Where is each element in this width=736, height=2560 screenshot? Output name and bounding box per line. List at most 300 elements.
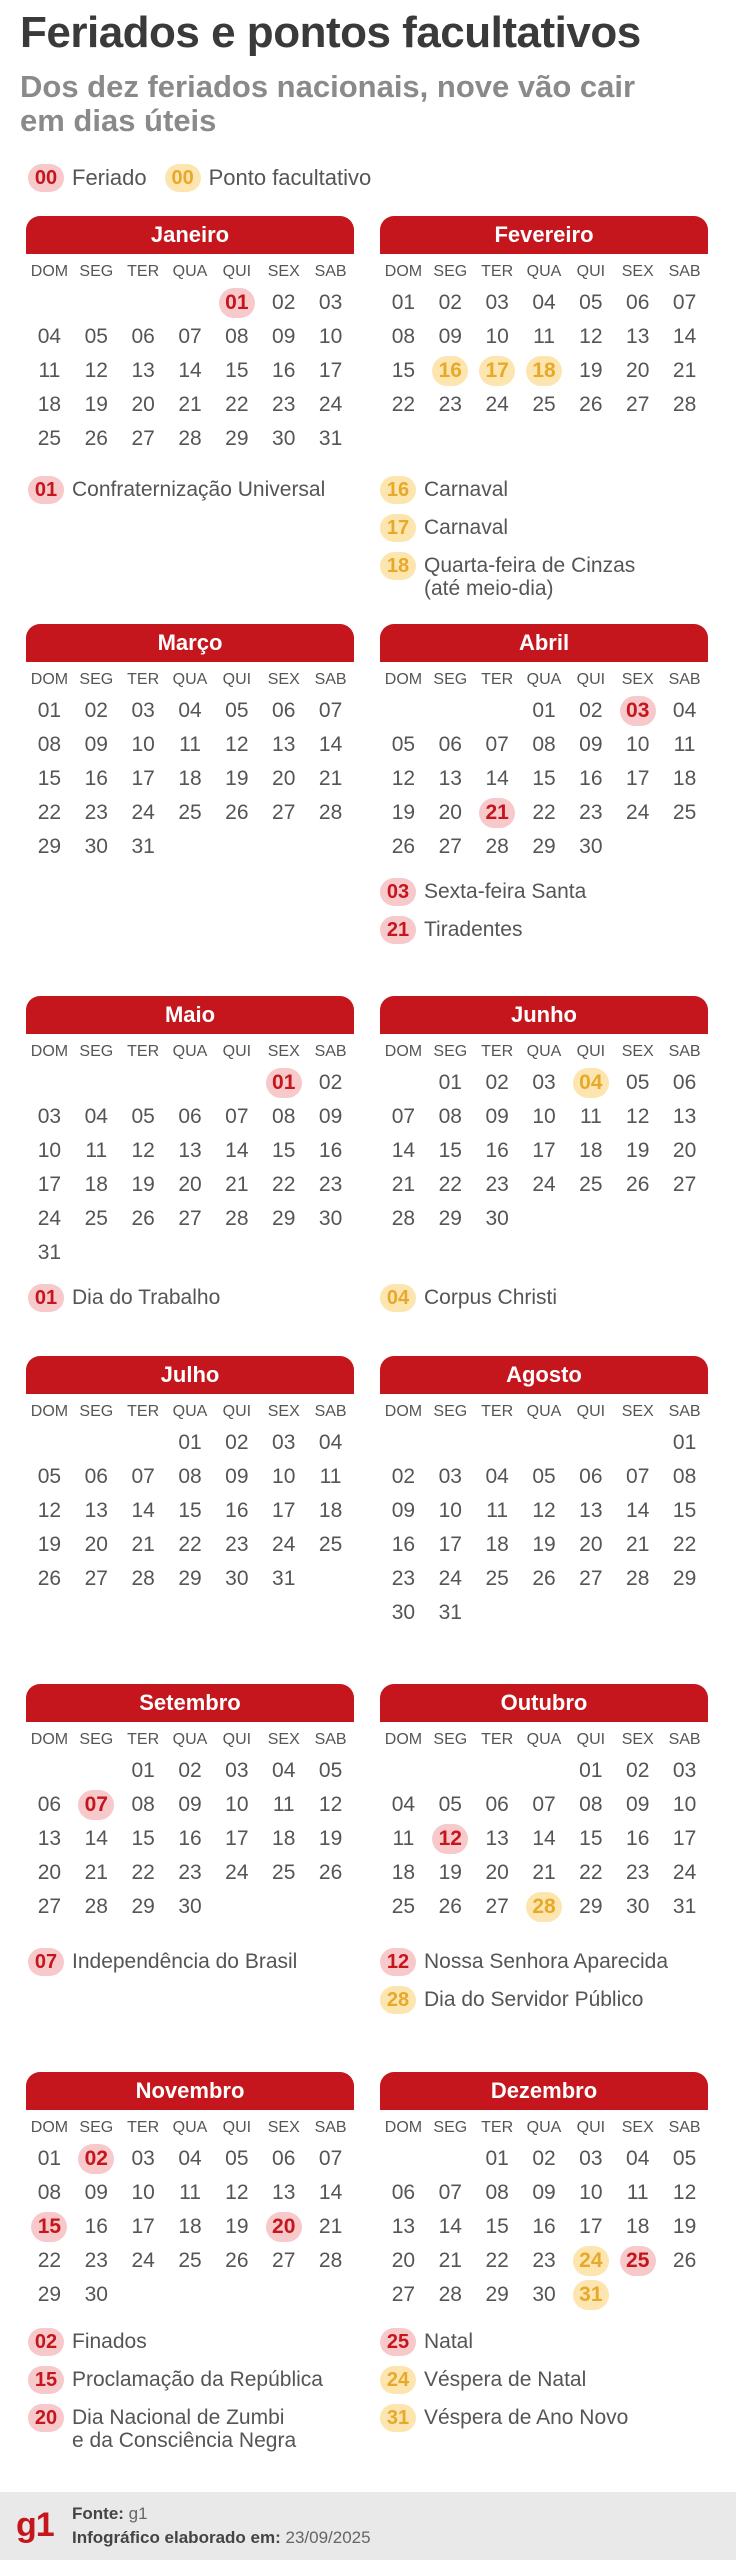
day-cell bbox=[120, 832, 167, 862]
day-cell bbox=[73, 390, 120, 420]
weekday-label: QUI bbox=[576, 263, 606, 280]
weekday-label: QUA bbox=[172, 1403, 208, 1420]
holiday-name: Finados bbox=[72, 2330, 147, 2353]
day-cell bbox=[567, 1892, 614, 1922]
optional-badge: 18 bbox=[380, 552, 416, 580]
day-number: 10 bbox=[318, 325, 343, 348]
day-number: 02 bbox=[272, 291, 296, 314]
weekday-label: SEX bbox=[267, 263, 300, 280]
day-number: 14 bbox=[131, 1499, 155, 1522]
weekday-label: QUA bbox=[526, 671, 562, 688]
day-number: 09 bbox=[485, 1105, 509, 1128]
holiday-notes-maio bbox=[28, 1286, 368, 1324]
day-number: 08 bbox=[438, 1105, 462, 1128]
day-number: 03 bbox=[225, 1759, 249, 1782]
day-cell bbox=[427, 390, 474, 420]
day-cell bbox=[26, 1462, 73, 1492]
day-cell bbox=[614, 1068, 661, 1098]
day-number: 22 bbox=[272, 1173, 296, 1196]
week-row bbox=[26, 388, 354, 422]
week-row bbox=[380, 2142, 708, 2176]
day-number: 22 bbox=[532, 801, 556, 824]
day-cell bbox=[73, 1564, 120, 1594]
day-cell bbox=[167, 2144, 214, 2174]
day-number: 23 bbox=[318, 1173, 343, 1196]
holiday-note bbox=[380, 1286, 720, 1312]
holiday-day: 21 bbox=[479, 798, 515, 828]
day-cell bbox=[73, 1858, 120, 1888]
day-cell bbox=[307, 2212, 354, 2242]
day-cell bbox=[614, 1564, 661, 1594]
day-number: 08 bbox=[37, 733, 62, 756]
day-cell bbox=[73, 764, 120, 794]
day-cell bbox=[260, 1564, 307, 1594]
day-number: 23 bbox=[225, 1533, 249, 1556]
month-setembro bbox=[26, 1684, 354, 1924]
day-number: 22 bbox=[485, 2249, 509, 2272]
day-cell bbox=[567, 1564, 614, 1594]
holiday-note bbox=[28, 1950, 368, 1976]
weekday-label: QUA bbox=[172, 1043, 208, 1060]
day-cell bbox=[167, 1102, 214, 1132]
day-cell bbox=[427, 1102, 474, 1132]
day-cell bbox=[260, 288, 307, 318]
day-number: 09 bbox=[626, 1793, 650, 1816]
day-number: 04 bbox=[37, 325, 62, 348]
week-row bbox=[26, 1856, 354, 1890]
day-cell bbox=[213, 1170, 260, 1200]
day-number: 27 bbox=[672, 1173, 697, 1196]
day-number: 26 bbox=[84, 427, 108, 450]
day-cell bbox=[213, 356, 260, 386]
day-number: 24 bbox=[37, 1207, 62, 1230]
weekday-label: DOM bbox=[30, 1043, 69, 1060]
weekday-label: QUA bbox=[172, 2119, 208, 2136]
day-cell bbox=[474, 2246, 521, 2276]
day-grid bbox=[380, 2142, 708, 2312]
day-number: 08 bbox=[579, 1793, 603, 1816]
holiday-name: Dia do Trabalho bbox=[72, 1286, 221, 1309]
week-row bbox=[380, 1788, 708, 1822]
day-cell bbox=[567, 2144, 614, 2174]
day-number: 29 bbox=[579, 1895, 603, 1918]
day-cell bbox=[260, 2212, 307, 2242]
day-number: 20 bbox=[438, 801, 462, 824]
optional-day: 17 bbox=[479, 356, 515, 386]
holiday-note bbox=[380, 2368, 720, 2394]
day-number: 01 bbox=[37, 699, 62, 722]
week-row bbox=[26, 1066, 354, 1100]
day-cell bbox=[427, 1530, 474, 1560]
day-cell bbox=[567, 832, 614, 862]
weekday-label: SEX bbox=[621, 1403, 654, 1420]
day-cell bbox=[213, 798, 260, 828]
day-number: 09 bbox=[84, 733, 108, 756]
day-number: 02 bbox=[318, 1071, 343, 1094]
legend bbox=[28, 160, 389, 196]
weekday-label: QUI bbox=[576, 671, 606, 688]
day-cell bbox=[661, 322, 708, 352]
day-number: 18 bbox=[318, 1499, 343, 1522]
day-cell bbox=[614, 730, 661, 760]
day-number: 16 bbox=[225, 1499, 249, 1522]
day-number: 12 bbox=[391, 767, 416, 790]
day-number: 28 bbox=[225, 1207, 249, 1230]
day-cell bbox=[474, 356, 521, 386]
day-cell bbox=[474, 1204, 521, 1234]
day-cell bbox=[73, 1136, 120, 1166]
day-number: 05 bbox=[672, 2147, 697, 2170]
day-number: 19 bbox=[318, 1827, 343, 1850]
day-number: 17 bbox=[225, 1827, 249, 1850]
day-cell bbox=[474, 1462, 521, 1492]
day-cell bbox=[260, 390, 307, 420]
day-number: 22 bbox=[672, 1533, 697, 1556]
day-number: 01 bbox=[391, 291, 416, 314]
day-number: 30 bbox=[84, 835, 108, 858]
day-number: 10 bbox=[37, 1139, 62, 1162]
day-number: 30 bbox=[225, 1567, 249, 1590]
day-cell bbox=[661, 1756, 708, 1786]
day-cell bbox=[427, 2280, 474, 2310]
day-cell bbox=[380, 288, 427, 318]
day-number: 08 bbox=[37, 2181, 62, 2204]
weekday-label: QUA bbox=[526, 2119, 562, 2136]
day-cell bbox=[427, 2212, 474, 2242]
day-number: 05 bbox=[225, 699, 249, 722]
day-cell bbox=[73, 798, 120, 828]
day-number: 17 bbox=[672, 1827, 697, 1850]
month-header: Fevereiro bbox=[380, 216, 708, 254]
day-cell bbox=[213, 1136, 260, 1166]
day-cell bbox=[307, 2144, 354, 2174]
weekday-label: SEX bbox=[621, 1731, 654, 1748]
day-cell bbox=[213, 322, 260, 352]
day-number: 22 bbox=[37, 801, 62, 824]
day-cell bbox=[307, 2246, 354, 2276]
day-cell bbox=[661, 1136, 708, 1166]
day-number: 10 bbox=[438, 1499, 462, 1522]
day-number: 02 bbox=[532, 2147, 556, 2170]
day-number: 25 bbox=[37, 427, 62, 450]
day-cell bbox=[521, 288, 568, 318]
day-number: 02 bbox=[225, 1431, 249, 1454]
footer bbox=[0, 2492, 736, 2560]
day-cell bbox=[380, 390, 427, 420]
weekday-label: SEX bbox=[267, 1731, 300, 1748]
weekday-label: QUI bbox=[222, 1731, 252, 1748]
day-number: 26 bbox=[391, 835, 416, 858]
weekday-label: QUI bbox=[222, 2119, 252, 2136]
day-cell bbox=[661, 1496, 708, 1526]
day-number: 29 bbox=[485, 2283, 509, 2306]
day-cell bbox=[567, 2246, 614, 2276]
day-number: 25 bbox=[178, 801, 202, 824]
day-cell bbox=[307, 730, 354, 760]
day-cell bbox=[427, 1892, 474, 1922]
day-number: 23 bbox=[438, 393, 462, 416]
week-row bbox=[380, 2244, 708, 2278]
day-number: 16 bbox=[579, 767, 603, 790]
day-number: 15 bbox=[579, 1827, 603, 1850]
day-cell bbox=[167, 696, 214, 726]
day-number: 11 bbox=[179, 2181, 201, 2204]
day-number: 16 bbox=[485, 1139, 509, 1162]
day-number: 25 bbox=[579, 1173, 603, 1196]
week-row bbox=[380, 1494, 708, 1528]
day-cell bbox=[213, 1790, 260, 1820]
day-number: 20 bbox=[579, 1533, 603, 1556]
day-cell bbox=[120, 2246, 167, 2276]
weekday-label: DOM bbox=[30, 2119, 69, 2136]
day-cell bbox=[26, 356, 73, 386]
week-row bbox=[26, 1822, 354, 1856]
month-abril bbox=[380, 624, 708, 864]
day-cell bbox=[26, 1136, 73, 1166]
day-number: 15 bbox=[131, 1827, 155, 1850]
day-cell bbox=[26, 1564, 73, 1594]
day-cell bbox=[307, 1790, 354, 1820]
holiday-badge: 12 bbox=[380, 1948, 416, 1976]
day-cell bbox=[307, 1756, 354, 1786]
week-row bbox=[26, 1890, 354, 1924]
day-number: 20 bbox=[178, 1173, 202, 1196]
weekday-label: SEX bbox=[267, 2119, 300, 2136]
week-row bbox=[380, 830, 708, 864]
day-cell bbox=[521, 2212, 568, 2242]
weekday-label: QUI bbox=[222, 671, 252, 688]
day-number: 20 bbox=[485, 1861, 509, 1884]
week-row bbox=[26, 830, 354, 864]
day-cell bbox=[73, 1790, 120, 1820]
day-number: 13 bbox=[438, 767, 462, 790]
day-cell bbox=[614, 1496, 661, 1526]
day-number: 28 bbox=[178, 427, 202, 450]
day-number: 31 bbox=[318, 427, 343, 450]
day-cell bbox=[521, 1068, 568, 1098]
day-cell bbox=[167, 2178, 214, 2208]
week-row bbox=[26, 1134, 354, 1168]
legend-holiday bbox=[28, 164, 147, 192]
day-cell bbox=[380, 764, 427, 794]
day-number: 09 bbox=[318, 1105, 343, 1128]
day-cell bbox=[380, 1892, 427, 1922]
day-cell bbox=[661, 2144, 708, 2174]
day-number: 28 bbox=[318, 2249, 343, 2272]
holiday-badge: 03 bbox=[380, 878, 416, 906]
optional-day: 04 bbox=[573, 1068, 609, 1098]
day-cell bbox=[567, 1530, 614, 1560]
day-cell bbox=[120, 322, 167, 352]
day-number: 05 bbox=[438, 1793, 462, 1816]
holiday-day: 25 bbox=[620, 2246, 656, 2276]
day-number: 21 bbox=[84, 1861, 108, 1884]
day-cell bbox=[260, 1136, 307, 1166]
weekday-label: SEG bbox=[79, 2119, 114, 2136]
day-cell bbox=[521, 390, 568, 420]
day-number: 20 bbox=[272, 767, 296, 790]
day-number: 20 bbox=[37, 1861, 62, 1884]
day-cell bbox=[427, 798, 474, 828]
day-cell bbox=[474, 764, 521, 794]
week-row bbox=[26, 762, 354, 796]
day-cell bbox=[213, 2246, 260, 2276]
week-row bbox=[380, 2278, 708, 2312]
day-number: 18 bbox=[272, 1827, 296, 1850]
day-number: 11 bbox=[533, 325, 555, 348]
day-cell bbox=[213, 764, 260, 794]
day-cell bbox=[380, 1204, 427, 1234]
day-cell bbox=[614, 764, 661, 794]
day-cell bbox=[73, 2178, 120, 2208]
day-cell bbox=[120, 2212, 167, 2242]
day-number: 17 bbox=[272, 1499, 296, 1522]
day-number: 13 bbox=[485, 1827, 509, 1850]
day-number: 18 bbox=[391, 1861, 416, 1884]
holiday-notes-setembro bbox=[28, 1950, 368, 1988]
day-cell bbox=[427, 1136, 474, 1166]
day-cell bbox=[661, 1530, 708, 1560]
holiday-name: Independência do Brasil bbox=[72, 1950, 298, 1973]
day-cell bbox=[474, 1136, 521, 1166]
day-cell bbox=[26, 764, 73, 794]
day-cell bbox=[73, 1496, 120, 1526]
day-number: 23 bbox=[626, 1861, 650, 1884]
day-number: 13 bbox=[131, 359, 155, 382]
weekday-row bbox=[26, 1038, 354, 1066]
day-cell bbox=[521, 2246, 568, 2276]
holiday-badge: 20 bbox=[28, 2404, 64, 2432]
day-cell bbox=[73, 696, 120, 726]
weekday-label: TER bbox=[127, 671, 160, 688]
day-cell bbox=[73, 1530, 120, 1560]
day-number: 30 bbox=[84, 2283, 108, 2306]
day-cell bbox=[614, 1530, 661, 1560]
day-number: 28 bbox=[131, 1567, 155, 1590]
day-number: 18 bbox=[37, 393, 62, 416]
week-row bbox=[380, 1202, 708, 1236]
day-cell bbox=[474, 390, 521, 420]
day-cell bbox=[167, 2246, 214, 2276]
day-number: 23 bbox=[84, 2249, 108, 2272]
optional-badge: 31 bbox=[380, 2404, 416, 2432]
holiday-badge: 02 bbox=[28, 2328, 64, 2356]
weekday-label: SEG bbox=[79, 1731, 114, 1748]
month-outubro bbox=[380, 1684, 708, 1924]
day-cell bbox=[521, 2144, 568, 2174]
footer-source-label: Fonte: bbox=[72, 2504, 124, 2523]
month-header: Novembro bbox=[26, 2072, 354, 2110]
day-number: 28 bbox=[318, 801, 343, 824]
holiday-notes-outubro bbox=[380, 1950, 720, 2026]
day-number: 05 bbox=[579, 291, 603, 314]
footer-source bbox=[72, 2504, 148, 2524]
weekday-label: SEG bbox=[433, 263, 468, 280]
day-cell bbox=[167, 1756, 214, 1786]
weekday-row bbox=[26, 2114, 354, 2142]
day-number: 05 bbox=[318, 1759, 343, 1782]
day-number: 14 bbox=[391, 1139, 416, 1162]
day-number: 19 bbox=[225, 767, 249, 790]
day-cell bbox=[213, 288, 260, 318]
weekday-label: TER bbox=[481, 263, 514, 280]
day-cell bbox=[167, 356, 214, 386]
day-cell bbox=[307, 1824, 354, 1854]
day-number: 21 bbox=[225, 1173, 249, 1196]
weekday-label: DOM bbox=[384, 671, 423, 688]
day-number: 07 bbox=[672, 291, 697, 314]
day-number: 15 bbox=[532, 767, 556, 790]
weekday-label: DOM bbox=[30, 671, 69, 688]
month-janeiro bbox=[26, 216, 354, 456]
day-cell bbox=[567, 288, 614, 318]
day-number: 14 bbox=[318, 733, 343, 756]
day-cell bbox=[167, 1892, 214, 1922]
weekday-label: DOM bbox=[30, 263, 69, 280]
day-cell bbox=[213, 2144, 260, 2174]
day-cell bbox=[307, 356, 354, 386]
weekday-label: TER bbox=[127, 263, 160, 280]
day-cell bbox=[521, 730, 568, 760]
day-cell bbox=[26, 2212, 73, 2242]
day-number: 03 bbox=[438, 1465, 462, 1488]
day-number: 08 bbox=[225, 325, 249, 348]
day-cell bbox=[427, 1204, 474, 1234]
day-number: 15 bbox=[178, 1499, 202, 1522]
weekday-label: SAB bbox=[314, 1403, 347, 1420]
day-number: 13 bbox=[178, 1139, 202, 1162]
day-cell bbox=[521, 1824, 568, 1854]
day-cell bbox=[474, 1858, 521, 1888]
day-number: 30 bbox=[579, 835, 603, 858]
day-cell bbox=[474, 288, 521, 318]
day-cell bbox=[73, 1892, 120, 1922]
holiday-day: 01 bbox=[266, 1068, 302, 1098]
day-number: 14 bbox=[225, 1139, 249, 1162]
day-number: 04 bbox=[84, 1105, 108, 1128]
weekday-label: SAB bbox=[668, 671, 701, 688]
day-cell bbox=[567, 2212, 614, 2242]
day-cell bbox=[120, 1530, 167, 1560]
day-cell bbox=[427, 2178, 474, 2208]
weekday-row bbox=[380, 1398, 708, 1426]
day-number: 21 bbox=[318, 2215, 343, 2238]
week-row bbox=[380, 1890, 708, 1924]
weekday-label: QUI bbox=[222, 1043, 252, 1060]
day-number: 29 bbox=[272, 1207, 296, 1230]
day-number: 06 bbox=[178, 1105, 202, 1128]
holiday-note bbox=[380, 2330, 720, 2356]
day-number: 04 bbox=[272, 1759, 296, 1782]
day-number: 29 bbox=[131, 1895, 155, 1918]
day-cell bbox=[474, 730, 521, 760]
holiday-name: Dia do Servidor Público bbox=[424, 1988, 644, 2011]
day-number: 07 bbox=[438, 2181, 462, 2204]
day-cell bbox=[661, 1824, 708, 1854]
day-grid bbox=[380, 1066, 708, 1236]
day-number: 05 bbox=[131, 1105, 155, 1128]
weekday-label: QUI bbox=[222, 1403, 252, 1420]
week-row bbox=[380, 1100, 708, 1134]
day-cell bbox=[380, 1530, 427, 1560]
day-number: 18 bbox=[626, 2215, 650, 2238]
day-cell bbox=[26, 2144, 73, 2174]
day-number: 25 bbox=[485, 1567, 509, 1590]
day-number: 07 bbox=[225, 1105, 249, 1128]
day-cell bbox=[260, 1428, 307, 1458]
day-cell bbox=[567, 1496, 614, 1526]
day-cell bbox=[73, 2212, 120, 2242]
